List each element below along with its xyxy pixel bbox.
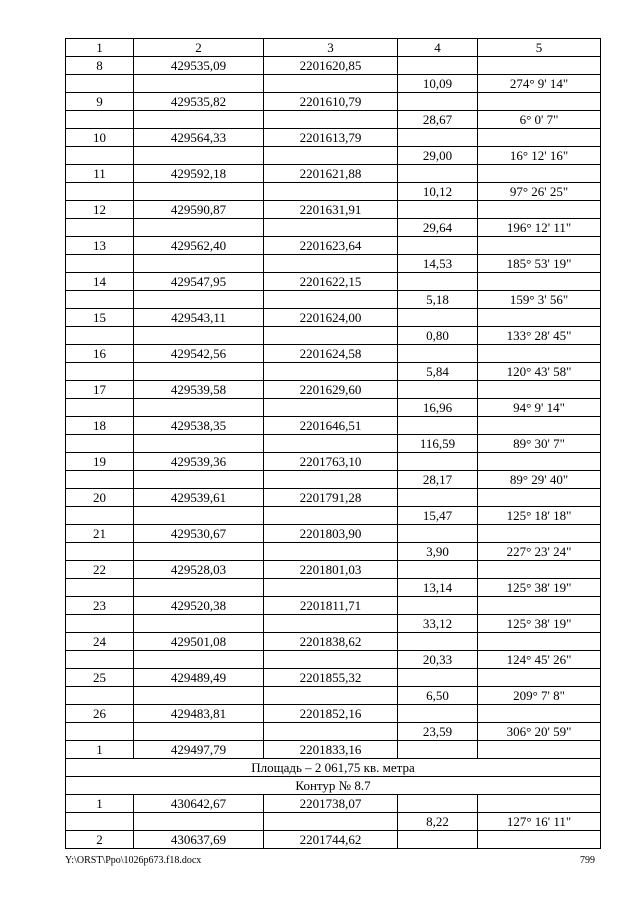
point-number-cell: 17 <box>66 381 134 399</box>
y-coordinate-cell: 2201838,62 <box>264 633 398 651</box>
empty-cell <box>134 219 264 237</box>
length-cell: 5,18 <box>398 291 478 309</box>
point-row <box>66 273 601 291</box>
direction-angle-cell: 159° 3' 56" <box>478 291 601 309</box>
x-coordinate-cell: 429547,95 <box>134 273 264 291</box>
empty-cell <box>134 543 264 561</box>
empty-cell <box>478 633 601 651</box>
segment-row <box>66 147 601 165</box>
direction-angle-cell: 125° 38' 19" <box>478 615 601 633</box>
empty-cell <box>398 165 478 183</box>
direction-angle-cell: 89° 29' 40" <box>478 471 601 489</box>
empty-cell <box>134 363 264 381</box>
empty-cell <box>264 579 398 597</box>
caption-row <box>66 759 601 777</box>
x-coordinate-cell: 429489,49 <box>134 669 264 687</box>
empty-cell <box>264 687 398 705</box>
footer-page-number: 799 <box>580 855 595 866</box>
segment-row <box>66 219 601 237</box>
empty-cell <box>398 525 478 543</box>
empty-cell <box>478 93 601 111</box>
point-row <box>66 345 601 363</box>
empty-cell <box>398 417 478 435</box>
y-coordinate-cell: 2201852,16 <box>264 705 398 723</box>
segment-row <box>66 507 601 525</box>
point-number-cell: 13 <box>66 237 134 255</box>
empty-cell <box>134 471 264 489</box>
empty-cell <box>478 165 601 183</box>
point-row <box>66 705 601 723</box>
empty-cell <box>264 813 398 831</box>
empty-cell <box>134 327 264 345</box>
y-coordinate-cell: 2201855,32 <box>264 669 398 687</box>
caption-cell: Контур № 8.7 <box>66 777 601 795</box>
point-row <box>66 633 601 651</box>
empty-cell <box>66 579 134 597</box>
y-coordinate-cell: 2201803,90 <box>264 525 398 543</box>
empty-cell <box>398 831 478 849</box>
direction-angle-cell: 306° 20' 59" <box>478 723 601 741</box>
empty-cell <box>66 543 134 561</box>
x-coordinate-cell: 429564,33 <box>134 129 264 147</box>
point-row <box>66 453 601 471</box>
empty-cell <box>398 93 478 111</box>
point-number-cell: 12 <box>66 201 134 219</box>
empty-cell <box>66 651 134 669</box>
point-number-cell: 23 <box>66 597 134 615</box>
empty-cell <box>478 453 601 471</box>
empty-cell <box>478 309 601 327</box>
empty-cell <box>398 345 478 363</box>
segment-row <box>66 813 601 831</box>
direction-angle-cell: 185° 53' 19" <box>478 255 601 273</box>
point-number-cell: 1 <box>66 795 134 813</box>
empty-cell <box>66 255 134 273</box>
empty-cell <box>66 471 134 489</box>
length-cell: 15,47 <box>398 507 478 525</box>
x-coordinate-cell: 430637,69 <box>134 831 264 849</box>
segment-row <box>66 651 601 669</box>
x-coordinate-cell: 429483,81 <box>134 705 264 723</box>
empty-cell <box>264 651 398 669</box>
empty-cell <box>478 831 601 849</box>
point-row <box>66 741 601 759</box>
empty-cell <box>398 381 478 399</box>
y-coordinate-cell: 2201811,71 <box>264 597 398 615</box>
point-row <box>66 201 601 219</box>
point-row <box>66 561 601 579</box>
empty-cell <box>398 57 478 75</box>
header-row <box>66 39 601 57</box>
empty-cell <box>398 201 478 219</box>
empty-cell <box>134 615 264 633</box>
segment-row <box>66 111 601 129</box>
empty-cell <box>398 453 478 471</box>
point-number-cell: 1 <box>66 741 134 759</box>
empty-cell <box>398 309 478 327</box>
x-coordinate-cell: 429539,61 <box>134 489 264 507</box>
y-coordinate-cell: 2201791,28 <box>264 489 398 507</box>
direction-angle-cell: 125° 38' 19" <box>478 579 601 597</box>
empty-cell <box>398 669 478 687</box>
segment-row <box>66 255 601 273</box>
empty-cell <box>398 795 478 813</box>
direction-angle-cell: 227° 23' 24" <box>478 543 601 561</box>
x-coordinate-cell: 429539,58 <box>134 381 264 399</box>
y-coordinate-cell: 2201613,79 <box>264 129 398 147</box>
footer-file-path: Y:\ORST\Ppo\1026p673.f18.docx <box>65 855 202 866</box>
point-row <box>66 129 601 147</box>
length-cell: 10,12 <box>398 183 478 201</box>
empty-cell <box>134 687 264 705</box>
direction-angle-cell: 89° 30' 7" <box>478 435 601 453</box>
empty-cell <box>66 183 134 201</box>
point-row <box>66 525 601 543</box>
segment-row <box>66 399 601 417</box>
direction-angle-cell: 196° 12' 11" <box>478 219 601 237</box>
y-coordinate-cell: 2201623,64 <box>264 237 398 255</box>
x-coordinate-cell: 430642,67 <box>134 795 264 813</box>
x-coordinate-cell: 429590,87 <box>134 201 264 219</box>
empty-cell <box>478 705 601 723</box>
direction-angle-cell: 94° 9' 14" <box>478 399 601 417</box>
empty-cell <box>134 813 264 831</box>
length-cell: 3,90 <box>398 543 478 561</box>
y-coordinate-cell: 2201610,79 <box>264 93 398 111</box>
segment-row <box>66 183 601 201</box>
empty-cell <box>134 579 264 597</box>
empty-cell <box>134 255 264 273</box>
empty-cell <box>264 399 398 417</box>
x-coordinate-cell: 429530,67 <box>134 525 264 543</box>
segment-row <box>66 363 601 381</box>
empty-cell <box>66 615 134 633</box>
point-row <box>66 165 601 183</box>
empty-cell <box>398 237 478 255</box>
segment-row <box>66 615 601 633</box>
empty-cell <box>66 147 134 165</box>
empty-cell <box>398 633 478 651</box>
point-number-cell: 19 <box>66 453 134 471</box>
empty-cell <box>134 507 264 525</box>
y-coordinate-cell: 2201738,07 <box>264 795 398 813</box>
empty-cell <box>264 111 398 129</box>
empty-cell <box>264 615 398 633</box>
point-number-cell: 22 <box>66 561 134 579</box>
length-cell: 116,59 <box>398 435 478 453</box>
direction-angle-cell: 120° 43' 58" <box>478 363 601 381</box>
empty-cell <box>478 201 601 219</box>
empty-cell <box>264 219 398 237</box>
empty-cell <box>398 741 478 759</box>
caption-cell: Площадь – 2 061,75 кв. метра <box>66 759 601 777</box>
empty-cell <box>66 507 134 525</box>
coordinates-table <box>65 38 601 849</box>
length-cell: 10,09 <box>398 75 478 93</box>
empty-cell <box>398 705 478 723</box>
x-coordinate-cell: 429501,08 <box>134 633 264 651</box>
point-number-cell: 10 <box>66 129 134 147</box>
y-coordinate-cell: 2201620,85 <box>264 57 398 75</box>
y-coordinate-cell: 2201629,60 <box>264 381 398 399</box>
empty-cell <box>478 381 601 399</box>
direction-angle-cell: 16° 12' 16" <box>478 147 601 165</box>
empty-cell <box>398 561 478 579</box>
caption-row <box>66 777 601 795</box>
point-row <box>66 669 601 687</box>
x-coordinate-cell: 429520,38 <box>134 597 264 615</box>
y-coordinate-cell: 2201646,51 <box>264 417 398 435</box>
point-row <box>66 57 601 75</box>
point-number-cell: 16 <box>66 345 134 363</box>
empty-cell <box>134 435 264 453</box>
direction-angle-cell: 274° 9' 14" <box>478 75 601 93</box>
x-coordinate-cell: 429535,82 <box>134 93 264 111</box>
empty-cell <box>66 75 134 93</box>
header-cell: 4 <box>398 39 478 57</box>
direction-angle-cell: 6° 0' 7" <box>478 111 601 129</box>
length-cell: 5,84 <box>398 363 478 381</box>
empty-cell <box>134 399 264 417</box>
segment-row <box>66 723 601 741</box>
empty-cell <box>264 723 398 741</box>
empty-cell <box>66 291 134 309</box>
x-coordinate-cell: 429592,18 <box>134 165 264 183</box>
segment-row <box>66 75 601 93</box>
length-cell: 33,12 <box>398 615 478 633</box>
empty-cell <box>264 183 398 201</box>
point-row <box>66 795 601 813</box>
empty-cell <box>478 237 601 255</box>
empty-cell <box>66 327 134 345</box>
segment-row <box>66 471 601 489</box>
empty-cell <box>66 723 134 741</box>
empty-cell <box>134 291 264 309</box>
empty-cell <box>66 363 134 381</box>
point-row <box>66 831 601 849</box>
empty-cell <box>478 345 601 363</box>
header-cell: 5 <box>478 39 601 57</box>
empty-cell <box>134 723 264 741</box>
segment-row <box>66 291 601 309</box>
point-number-cell: 25 <box>66 669 134 687</box>
length-cell: 16,96 <box>398 399 478 417</box>
length-cell: 28,17 <box>398 471 478 489</box>
segment-row <box>66 579 601 597</box>
empty-cell <box>478 57 601 75</box>
empty-cell <box>134 183 264 201</box>
point-row <box>66 597 601 615</box>
point-number-cell: 20 <box>66 489 134 507</box>
y-coordinate-cell: 2201622,15 <box>264 273 398 291</box>
length-cell: 28,67 <box>398 111 478 129</box>
empty-cell <box>398 129 478 147</box>
y-coordinate-cell: 2201744,62 <box>264 831 398 849</box>
point-number-cell: 14 <box>66 273 134 291</box>
x-coordinate-cell: 429543,11 <box>134 309 264 327</box>
direction-angle-cell: 133° 28' 45" <box>478 327 601 345</box>
empty-cell <box>66 219 134 237</box>
y-coordinate-cell: 2201624,00 <box>264 309 398 327</box>
y-coordinate-cell: 2201763,10 <box>264 453 398 471</box>
length-cell: 14,53 <box>398 255 478 273</box>
empty-cell <box>478 273 601 291</box>
point-number-cell: 9 <box>66 93 134 111</box>
point-row <box>66 237 601 255</box>
point-row <box>66 93 601 111</box>
empty-cell <box>478 417 601 435</box>
point-row <box>66 489 601 507</box>
point-row <box>66 309 601 327</box>
empty-cell <box>478 489 601 507</box>
header-cell: 2 <box>134 39 264 57</box>
x-coordinate-cell: 429535,09 <box>134 57 264 75</box>
length-cell: 29,00 <box>398 147 478 165</box>
empty-cell <box>264 435 398 453</box>
x-coordinate-cell: 429497,79 <box>134 741 264 759</box>
x-coordinate-cell: 429538,35 <box>134 417 264 435</box>
empty-cell <box>478 129 601 147</box>
header-cell: 3 <box>264 39 398 57</box>
direction-angle-cell: 209° 7' 8" <box>478 687 601 705</box>
point-number-cell: 18 <box>66 417 134 435</box>
empty-cell <box>478 525 601 543</box>
length-cell: 20,33 <box>398 651 478 669</box>
empty-cell <box>264 75 398 93</box>
point-number-cell: 21 <box>66 525 134 543</box>
empty-cell <box>66 399 134 417</box>
y-coordinate-cell: 2201833,16 <box>264 741 398 759</box>
empty-cell <box>66 813 134 831</box>
length-cell: 8,22 <box>398 813 478 831</box>
point-number-cell: 15 <box>66 309 134 327</box>
empty-cell <box>478 561 601 579</box>
empty-cell <box>264 471 398 489</box>
segment-row <box>66 687 601 705</box>
x-coordinate-cell: 429542,56 <box>134 345 264 363</box>
direction-angle-cell: 127° 16' 11" <box>478 813 601 831</box>
segment-row <box>66 435 601 453</box>
empty-cell <box>478 795 601 813</box>
point-row <box>66 381 601 399</box>
x-coordinate-cell: 429539,36 <box>134 453 264 471</box>
empty-cell <box>398 489 478 507</box>
empty-cell <box>264 255 398 273</box>
direction-angle-cell: 124° 45' 26" <box>478 651 601 669</box>
point-number-cell: 26 <box>66 705 134 723</box>
y-coordinate-cell: 2201631,91 <box>264 201 398 219</box>
length-cell: 23,59 <box>398 723 478 741</box>
empty-cell <box>478 669 601 687</box>
empty-cell <box>264 543 398 561</box>
segment-row <box>66 543 601 561</box>
direction-angle-cell: 97° 26' 25" <box>478 183 601 201</box>
point-number-cell: 8 <box>66 57 134 75</box>
empty-cell <box>134 651 264 669</box>
segment-row <box>66 327 601 345</box>
length-cell: 13,14 <box>398 579 478 597</box>
empty-cell <box>264 507 398 525</box>
y-coordinate-cell: 2201621,88 <box>264 165 398 183</box>
empty-cell <box>66 435 134 453</box>
empty-cell <box>478 597 601 615</box>
point-row <box>66 417 601 435</box>
empty-cell <box>134 147 264 165</box>
y-coordinate-cell: 2201624,58 <box>264 345 398 363</box>
empty-cell <box>134 75 264 93</box>
point-number-cell: 24 <box>66 633 134 651</box>
empty-cell <box>398 273 478 291</box>
header-cell: 1 <box>66 39 134 57</box>
x-coordinate-cell: 429528,03 <box>134 561 264 579</box>
empty-cell <box>66 687 134 705</box>
empty-cell <box>264 147 398 165</box>
empty-cell <box>264 327 398 345</box>
length-cell: 6,50 <box>398 687 478 705</box>
point-number-cell: 2 <box>66 831 134 849</box>
direction-angle-cell: 125° 18' 18" <box>478 507 601 525</box>
length-cell: 29,64 <box>398 219 478 237</box>
empty-cell <box>398 597 478 615</box>
empty-cell <box>264 363 398 381</box>
length-cell: 0,80 <box>398 327 478 345</box>
empty-cell <box>134 111 264 129</box>
point-number-cell: 11 <box>66 165 134 183</box>
x-coordinate-cell: 429562,40 <box>134 237 264 255</box>
y-coordinate-cell: 2201801,03 <box>264 561 398 579</box>
empty-cell <box>66 111 134 129</box>
empty-cell <box>478 741 601 759</box>
empty-cell <box>264 291 398 309</box>
